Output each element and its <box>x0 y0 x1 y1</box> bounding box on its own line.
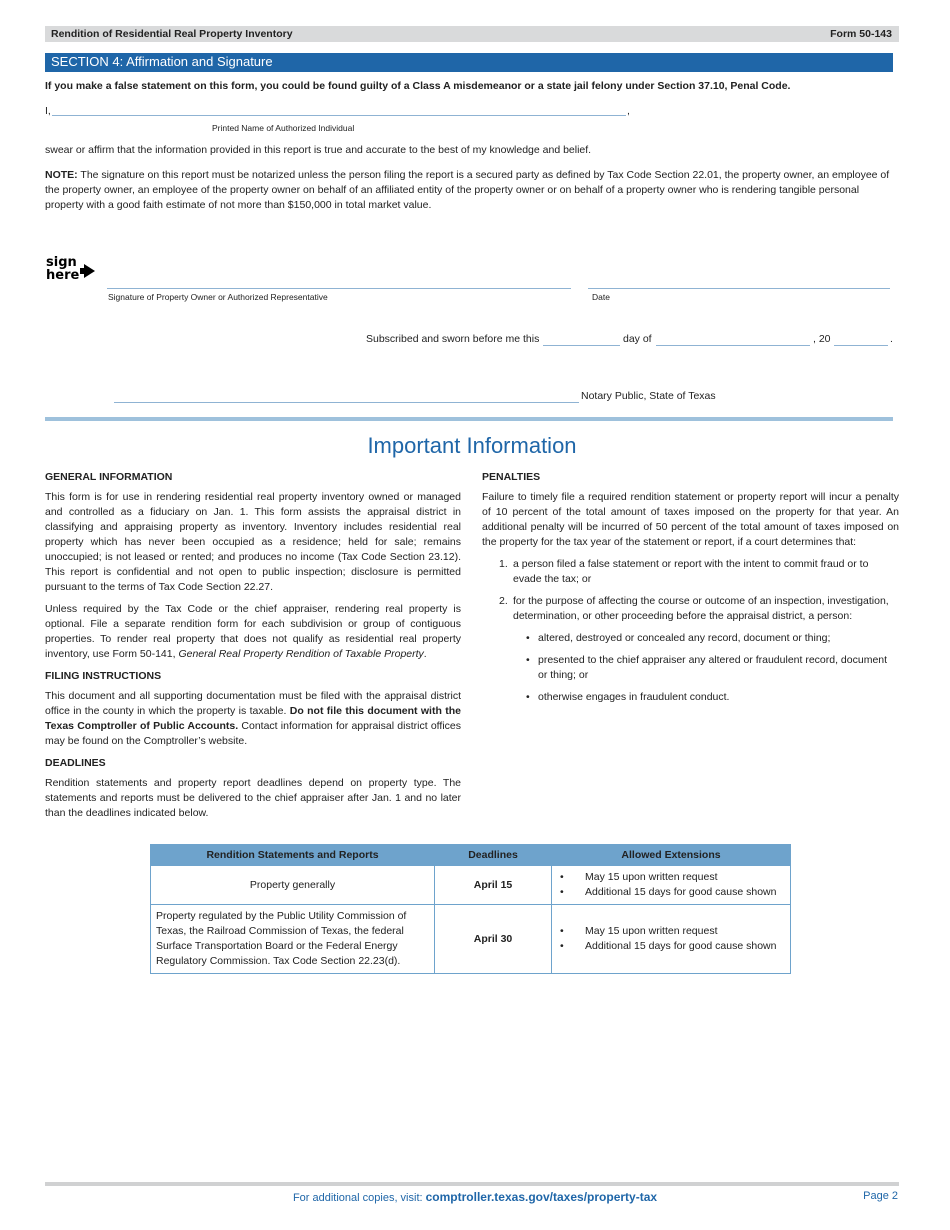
sworn-month-field[interactable] <box>656 345 810 346</box>
form-number: Form 50-143 <box>830 28 892 40</box>
left-column <box>45 471 461 821</box>
penalties-heading: PENALTIES <box>482 471 541 483</box>
deadlines-table <box>150 844 791 974</box>
arrow-right-icon <box>84 264 95 278</box>
table-row <box>151 866 791 905</box>
penalty-bullet-1: • altered, destroyed or concealed any record, document or thing; <box>526 632 831 644</box>
deadlines-heading: DEADLINES <box>45 757 106 769</box>
form-title: Rendition of Residential Real Property Inventory <box>51 28 293 40</box>
section-4-heading: SECTION 4: Affirmation and Signature <box>45 53 893 72</box>
page-number: Page 2 <box>863 1190 898 1202</box>
column-header: Rendition Statements and Reports <box>151 845 435 866</box>
column-header: Deadlines <box>435 845 552 866</box>
table-row <box>151 905 791 974</box>
subscribed-label: Subscribed and sworn before me this <box>366 333 540 345</box>
day-of-label: day of <box>623 333 652 345</box>
row-description: Property generally <box>151 866 435 905</box>
swear-statement: swear or affirm that the information provided in this report is true and accurate to the best of my knowledge and belief. <box>45 144 592 156</box>
important-information-title: Important Information <box>367 433 577 458</box>
date-caption: Date <box>592 292 610 302</box>
footer-text: For additional copies, visit: comptroller.texas.gov/taxes/property-tax <box>292 1190 658 1204</box>
row-deadline: April 30 <box>435 905 552 974</box>
penalty-item-2: 2. for the purpose of affecting the course or outcome of an inspection, investigation, determination, or other proceeding before the appraisal district, a person: <box>499 595 889 622</box>
penalty-item-1: 1. a person filed a false statement or report with the intent to commit fraud or to evade the tax; or <box>499 558 869 585</box>
general-paragraph-1: This form is for use in rendering residential real property inventory owned or managed and controlled as a fiduciary on Jan. 1. This form assists the appraisal district in classifying and appraising property as inventory. Inventory includes residential real property which has never been occupied as a residence; held for sale; remains unoccupied; is not leased or rented; and produces no income (Tax Code Section 23.12). This report is confidential and not open to public inspection; disclosure is permitted pursuant to the terms of Tax Code Section 22.27. <box>45 491 461 593</box>
printed-name-caption: Printed Name of Authorized Individual <box>212 123 355 133</box>
filing-paragraph: This document and all supporting documentation must be filed with the appraisal district office in the county in which the property is taxable. Do not file this document with the Texas Comptroller of Public Accounts. Contact information for appraisal district offices may be found on the Comptroller’s website. <box>45 690 462 747</box>
signature-field[interactable] <box>107 288 571 289</box>
row-deadline: April 15 <box>435 866 552 905</box>
period: . <box>890 333 893 345</box>
deadlines-paragraph: Rendition statements and property report deadlines depend on property type. The statements and reports must be delivered to the chief appraiser after Jan. 1 and no later than the deadlines indicated below. <box>45 777 461 819</box>
filing-heading: FILING INSTRUCTIONS <box>45 670 162 682</box>
general-paragraph-2: Unless required by the Tax Code or the chief appraiser, rendering real property is optional. File a separate rendition form for each subdivision or group of contiguous properties. To render real property that does not qualify as residential real property inventory, use Form 50-141, General Real Property Rendition of Taxable Property. <box>45 603 461 660</box>
sworn-year-field[interactable] <box>834 345 888 346</box>
sworn-day-field[interactable] <box>543 345 620 346</box>
penalty-bullet-2: • presented to the chief appraiser any altered or fraudulent record, document or thing; or <box>526 654 888 681</box>
general-heading: GENERAL INFORMATION <box>45 471 173 483</box>
row-extensions: • May 15 upon written request • Additional 15 days for good cause shown <box>552 866 791 905</box>
year-prefix: , 20 <box>813 333 831 345</box>
printed-name-field[interactable] <box>52 115 626 116</box>
footer-bar <box>45 1182 899 1186</box>
false-statement-warning: If you make a false statement on this form, you could be found guilty of a Class A misdemeanor or a state jail felony under Section 37.10, Penal Code. <box>45 80 791 92</box>
comma: , <box>627 105 630 117</box>
footer-link[interactable]: comptroller.texas.gov/taxes/property-tax <box>425 1190 658 1204</box>
row-description: Property regulated by the Public Utility Commission of Texas, the Railroad Commission of Texas, the federal Surface Transportation Board or the Federal Energy Regulatory Commission. Tax Code Section 22.23(d). <box>151 905 435 974</box>
column-header: Allowed Extensions <box>552 845 791 866</box>
right-column <box>482 471 899 705</box>
notary-label: Notary Public, State of Texas <box>581 390 716 402</box>
table-header-row <box>151 845 791 866</box>
section-divider <box>45 417 893 421</box>
notary-signature-field[interactable] <box>114 402 579 403</box>
sign-here-icon: sign here <box>46 255 80 283</box>
penalties-paragraph: Failure to timely file a required rendition statement or property report will incur a penalty of 10 percent of the total amount of taxes imposed on the property for that year. An additional penalty will be incurred of 50 percent of the total amount of taxes imposed on the property for the tax year of the statement or report, if a court determines that: <box>482 491 899 548</box>
row-extensions: • May 15 upon written request • Additional 15 days for good cause shown <box>552 905 791 974</box>
date-field[interactable] <box>588 288 890 289</box>
penalty-bullet-3: • otherwise engages in fraudulent conduct. <box>526 691 730 703</box>
note: NOTE: The signature on this report must be notarized unless the person filing the report is a secured party as defined by Tax Code Section 22.01, the property owner, an employee of the property owner, an employee of the property owner on behalf of an affiliated entity of the property owner or on behalf of a property owner who is rendering tangible personal property with a good faith estimate of not more than $150,000 in total market value. <box>45 169 890 211</box>
i-label: I, <box>45 105 51 117</box>
signature-caption: Signature of Property Owner or Authorized Representative <box>108 292 328 302</box>
